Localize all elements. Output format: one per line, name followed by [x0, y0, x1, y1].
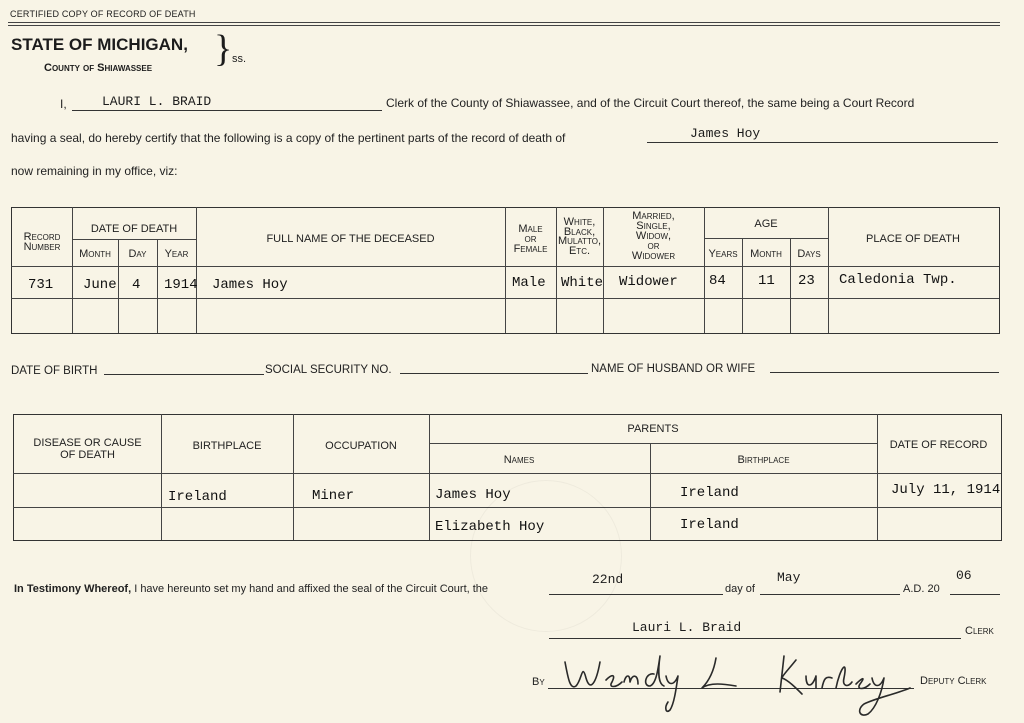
ss-label: ss.	[232, 53, 247, 65]
hdr-race: White, Black, Mulatto, Etc.	[557, 216, 602, 257]
hdr-record-number: Record Number	[23, 231, 61, 253]
month-value: June	[83, 277, 117, 293]
t1-col	[196, 207, 197, 333]
testimony-line	[14, 583, 488, 595]
cert-line2: having a seal, do hereby certify that the following is a copy of the pertinent parts of the record of death of	[11, 131, 566, 145]
hdr-month: Month	[79, 248, 111, 260]
hdr-date-of-death: DATE OF DEATH	[90, 223, 178, 235]
hdr-date-of-record: DATE OF RECORD	[889, 439, 988, 451]
hdr-place-of-death: PLACE OF DEATH	[866, 233, 960, 245]
deputy-signature	[560, 648, 920, 718]
header-rule-bottom	[8, 25, 1000, 26]
deputy-clerk-label: Deputy Clerk	[920, 675, 987, 687]
deceased-name-field	[647, 126, 998, 143]
hdr-disease: DISEASE OR CAUSE OF DEATH	[33, 437, 142, 461]
testimony-text: I have hereunto set my hand and affixed the seal of the Circuit Court, the	[134, 583, 489, 595]
spouse-field	[770, 360, 999, 373]
hdr-parents: PARENTS	[627, 423, 679, 435]
year-value: 1914	[164, 277, 198, 293]
header-caption: CERTIFIED COPY OF RECORD OF DEATH	[10, 9, 196, 19]
t2-col	[161, 414, 162, 540]
deceased-name: James Hoy	[690, 126, 761, 141]
t2-parents-sub-rule	[429, 443, 877, 444]
full-name-value: James Hoy	[212, 277, 288, 293]
testimony-bold: In Testimony Whereof,	[14, 583, 132, 595]
t1-col	[828, 207, 829, 333]
clerk-name: LAURI L. BRAID	[102, 94, 212, 109]
father-name-value: James Hoy	[435, 487, 511, 503]
t1-age-sub-rule	[704, 238, 828, 239]
testimony-year: 06	[956, 568, 972, 583]
hdr-parents-birthplace: Birthplace	[737, 454, 790, 466]
faint-seal	[470, 480, 622, 632]
hdr-occupation: OCCUPATION	[325, 440, 397, 452]
sex-value: Male	[512, 275, 546, 291]
mother-name-value: Elizabeth Hoy	[435, 519, 545, 535]
hdr-full-name: FULL NAME OF THE DECEASED	[266, 233, 435, 245]
clerk-signed-name: Lauri L. Braid	[632, 620, 742, 635]
place-of-death-value: Caledonia Twp.	[839, 272, 957, 288]
t1-date-sub-rule	[72, 239, 196, 240]
hdr-names: Names	[503, 454, 535, 466]
clerk-signature-field	[549, 622, 961, 639]
hdr-age-days: Days	[797, 248, 821, 260]
hdr-age: AGE	[754, 218, 778, 230]
occupation-value: Miner	[312, 488, 355, 504]
county-label: County of Shiawassee	[44, 62, 153, 74]
ssn-field	[400, 361, 588, 374]
header-rule-top	[8, 22, 1000, 23]
dob-label: DATE OF BIRTH	[11, 365, 98, 377]
date-of-record-value: July 11, 1914	[891, 482, 1001, 498]
marital-value: Widower	[619, 274, 678, 290]
testimony-month-field	[760, 570, 900, 595]
testimony-month: May	[777, 570, 801, 585]
age-month-value: 11	[758, 273, 775, 289]
race-value: White	[561, 275, 604, 291]
mother-birthplace-value: Ireland	[680, 517, 739, 533]
day-of-label: day of	[725, 583, 755, 595]
hdr-sex: Male or Female	[513, 223, 548, 255]
testimony-day-field	[549, 572, 723, 595]
day-value: 4	[132, 277, 141, 293]
cert-line3: now remaining in my office, viz:	[11, 164, 178, 178]
spouse-label: NAME OF HUSBAND OR WIFE	[591, 363, 756, 375]
state-title: STATE OF MICHIGAN,	[11, 35, 188, 54]
cert-line1: Clerk of the County of Shiawassee, and of the Circuit Court thereof, the same being a Court Record	[386, 96, 915, 110]
clerk-label: Clerk	[965, 625, 994, 637]
hdr-day: Day	[128, 248, 147, 260]
birthplace-value: Ireland	[168, 489, 227, 505]
age-years-value: 84	[709, 273, 726, 289]
ssn-label: SOCIAL SECURITY NO.	[265, 364, 392, 376]
age-days-value: 23	[798, 273, 815, 289]
clerk-name-field	[72, 94, 382, 111]
ad-label: A.D. 20	[903, 583, 940, 595]
hdr-year: Year	[164, 248, 189, 260]
testimony-year-field	[950, 568, 1000, 595]
brace: }	[214, 28, 233, 70]
record-number-value: 731	[28, 277, 54, 293]
hdr-age-month: Month	[750, 248, 782, 260]
hdr-marital: Married, Single, Widow, or Widower	[631, 210, 676, 262]
hdr-birthplace: BIRTHPLACE	[192, 440, 262, 452]
t2-col	[877, 414, 878, 540]
father-birthplace-value: Ireland	[680, 485, 739, 501]
by-label: By	[532, 676, 545, 688]
testimony-day: 22nd	[592, 572, 624, 587]
hdr-age-years: Years	[708, 248, 738, 260]
dob-field	[104, 362, 264, 375]
t2-col	[293, 414, 294, 540]
i-prefix: I,	[60, 97, 67, 111]
